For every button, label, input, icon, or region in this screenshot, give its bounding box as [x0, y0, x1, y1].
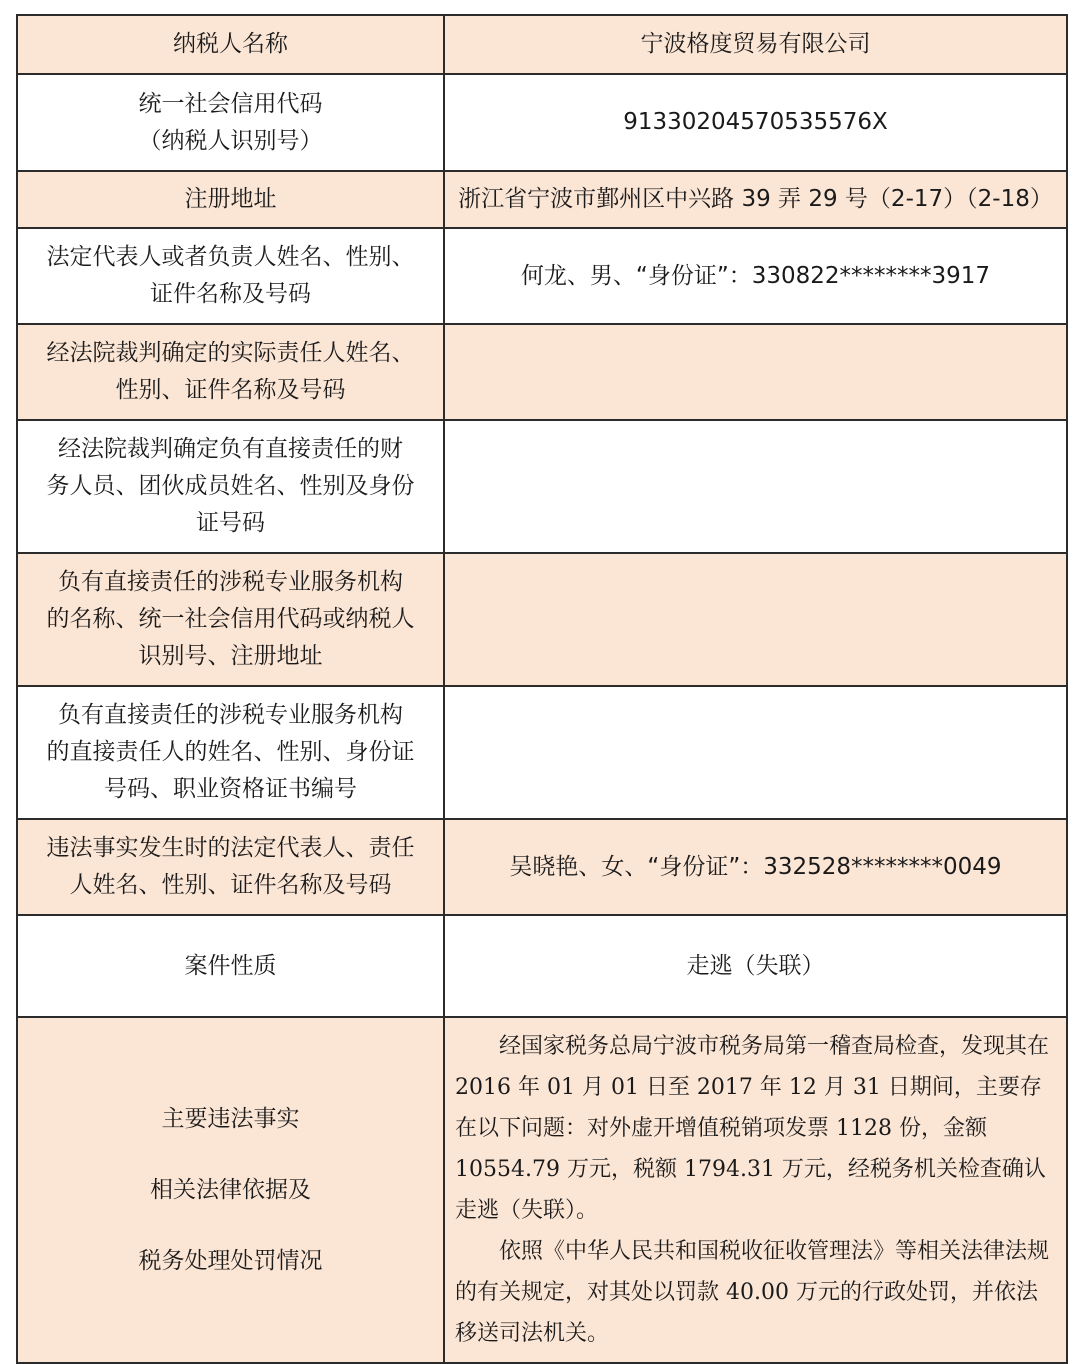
- value-legal-representative: 何龙、男、“身份证”：330822********3917: [444, 228, 1067, 324]
- facts-paragraph: 依照《中华人民共和国税收征收管理法》等相关法律法规的有关规定，对其处以罚款 40.00 万元的行政处罚，并依法移送司法机关。: [455, 1239, 1050, 1346]
- value-credit-code: 91330204570535576X: [444, 74, 1067, 171]
- label-line: 经法院裁判确定负有直接责任的财: [58, 436, 403, 462]
- label-tax-agency: [17, 553, 444, 686]
- label-financial-staff: [17, 420, 444, 553]
- row-case-nature: [17, 915, 1067, 1017]
- label-line: 人姓名、性别、证件名称及号码: [69, 872, 392, 898]
- value-financial-staff: [444, 420, 1067, 553]
- label-line: 税务处理处罚情况: [138, 1247, 323, 1274]
- row-financial-staff: [17, 420, 1067, 553]
- label-representative-at-violation: [17, 819, 444, 915]
- label-line: 法定代表人或者负责人姓名、性别、: [46, 244, 415, 270]
- facts-paragraph: 经国家税务总局宁波市税务局第一稽查局检查，发现其在 2016 年 01 月 01 日至 2017 年 12 月 31 日期间，主要存在以下问题：对外虚开增值税销项发票 1128 份，金额 10554.79 万元，税额 1794.31 万元，经税务机关检查确认走逃（失联）。: [455, 1034, 1050, 1223]
- row-legal-representative: [17, 228, 1067, 324]
- value-tax-agency: [444, 553, 1067, 686]
- label-line: （纳税人识别号）: [138, 127, 323, 154]
- label-line: 相关法律依据及: [150, 1176, 311, 1203]
- label-taxpayer-name: 纳税人名称: [17, 15, 444, 74]
- value-taxpayer-name: 宁波格度贸易有限公司: [444, 15, 1067, 74]
- row-tax-agency: [17, 553, 1067, 686]
- label-line: 负有直接责任的涉税专业服务机构: [58, 569, 403, 595]
- row-registered-address: [17, 171, 1067, 228]
- label-credit-code: [17, 74, 444, 171]
- label-line: 识别号、注册地址: [138, 643, 323, 669]
- label-line: 证件名称及号码: [150, 281, 311, 307]
- row-taxpayer-name: [17, 15, 1067, 74]
- label-line: 统一社会信用代码: [138, 90, 323, 117]
- row-representative-at-violation: [17, 819, 1067, 915]
- value-agency-responsible-person: [444, 686, 1067, 819]
- label-line: 经法院裁判确定的实际责任人姓名、: [46, 340, 415, 366]
- row-actual-responsible-person: [17, 324, 1067, 420]
- label-legal-representative: [17, 228, 444, 324]
- value-actual-responsible-person: [444, 324, 1067, 420]
- label-line: 负有直接责任的涉税专业服务机构: [58, 702, 403, 728]
- row-agency-responsible-person: [17, 686, 1067, 819]
- row-credit-code: [17, 74, 1067, 171]
- value-representative-at-violation: 吴晓艳、女、“身份证”：332528********0049: [444, 819, 1067, 915]
- label-violation-facts: [17, 1017, 444, 1363]
- value-case-nature: 走逃（失联）: [444, 915, 1067, 1017]
- row-violation-facts: [17, 1017, 1067, 1363]
- label-agency-responsible-person: [17, 686, 444, 819]
- label-line: 违法事实发生时的法定代表人、责任: [46, 835, 415, 861]
- label-actual-responsible-person: [17, 324, 444, 420]
- label-line: 主要违法事实: [161, 1105, 300, 1132]
- value-violation-facts: [444, 1017, 1067, 1363]
- value-registered-address: 浙江省宁波市鄞州区中兴路 39 弄 29 号（2-17）（2-18）: [444, 171, 1067, 228]
- taxpayer-info-table: [16, 14, 1068, 1364]
- label-line: 证号码: [196, 510, 265, 536]
- label-line: 务人员、团伙成员姓名、性别及身份: [46, 473, 415, 499]
- label-line: 号码、职业资格证书编号: [104, 776, 357, 802]
- label-case-nature: 案件性质: [17, 915, 444, 1017]
- label-line: 的直接责任人的姓名、性别、身份证: [46, 739, 415, 765]
- label-line: 性别、证件名称及号码: [115, 377, 346, 403]
- label-line: 的名称、统一社会信用代码或纳税人: [46, 606, 415, 632]
- label-registered-address: 注册地址: [17, 171, 444, 228]
